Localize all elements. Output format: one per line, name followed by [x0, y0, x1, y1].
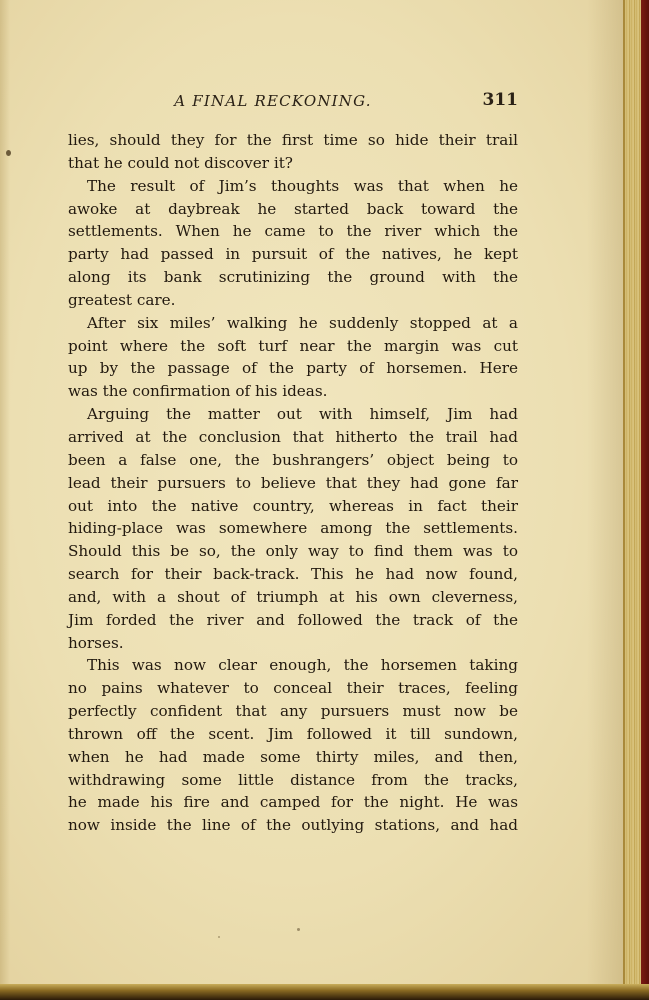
text-line: now inside the line of the outlying stations, and had: [68, 816, 518, 835]
text-line: point where the soft turf near the margin was cut: [68, 336, 518, 355]
book-binding: [641, 0, 649, 1000]
text-line: that he could not discover it?: [68, 153, 293, 172]
text-line: was the confirmation of his ideas.: [68, 382, 328, 401]
paper-spot: [297, 928, 300, 931]
text-line: when he had made some thirty miles, and then,: [68, 747, 518, 766]
text-line: Should this be so, the only way to find them was to: [68, 542, 518, 561]
text-line: party had passed in pursuit of the natives, he kept: [68, 245, 518, 264]
text-line: no pains whatever to conceal their traces, feeling: [68, 679, 518, 698]
text-line: lead their pursuers to believe that they had gone far: [68, 473, 518, 492]
text-line: he made his fire and camped for the night. He was: [68, 793, 518, 812]
text-line: along its bank scrutinizing the ground with the: [68, 268, 518, 287]
text-line: awoke at daybreak he started back toward the: [68, 199, 518, 218]
text-line: perfectly confident that any pursuers must now be: [68, 702, 518, 721]
text-line: been a false one, the bushrangers’ object being to: [68, 450, 518, 469]
paper-spot: [218, 936, 220, 938]
text-line: out into the native country, whereas in fact their: [68, 496, 518, 515]
text-line: After six miles’ walking he suddenly stopped at a: [87, 313, 518, 332]
text-line: withdrawing some little distance from the tracks,: [68, 770, 518, 789]
text-line: hiding-place was somewhere among the settlements.: [68, 519, 518, 538]
text-line: up by the passage of the party of horsemen. Here: [68, 359, 518, 378]
text-line: greatest care.: [68, 290, 176, 309]
gutter-shadow: [587, 0, 627, 1000]
text-line: Jim forded the river and followed the track of the: [68, 610, 518, 629]
running-title: A FINAL RECKONING.: [174, 92, 372, 110]
page-number: 311: [482, 90, 518, 110]
text-line: lies, should they for the first time so hide their trail: [68, 131, 518, 149]
running-header: [68, 90, 518, 118]
text-line: arrived at the conclusion that hitherto the trail had: [68, 427, 518, 446]
text-line: settlements. When he came to the river which the: [68, 222, 518, 241]
book-bottom-edge: [0, 984, 649, 1000]
text-line: search for their back-track. This he had now found,: [68, 565, 518, 584]
text-line: This was now clear enough, the horsemen taking: [87, 656, 518, 675]
body-text: [68, 129, 518, 837]
text-line: thrown off the scent. Jim followed it till sundown,: [68, 724, 518, 743]
text-line: and, with a shout of triumph at his own cleverness,: [68, 587, 518, 606]
paper-spot: [6, 150, 11, 156]
text-line: Arguing the matter out with himself, Jim had: [87, 405, 518, 424]
text-line: horses.: [68, 633, 124, 652]
text-line: The result of Jim’s thoughts was that when he: [87, 176, 518, 195]
